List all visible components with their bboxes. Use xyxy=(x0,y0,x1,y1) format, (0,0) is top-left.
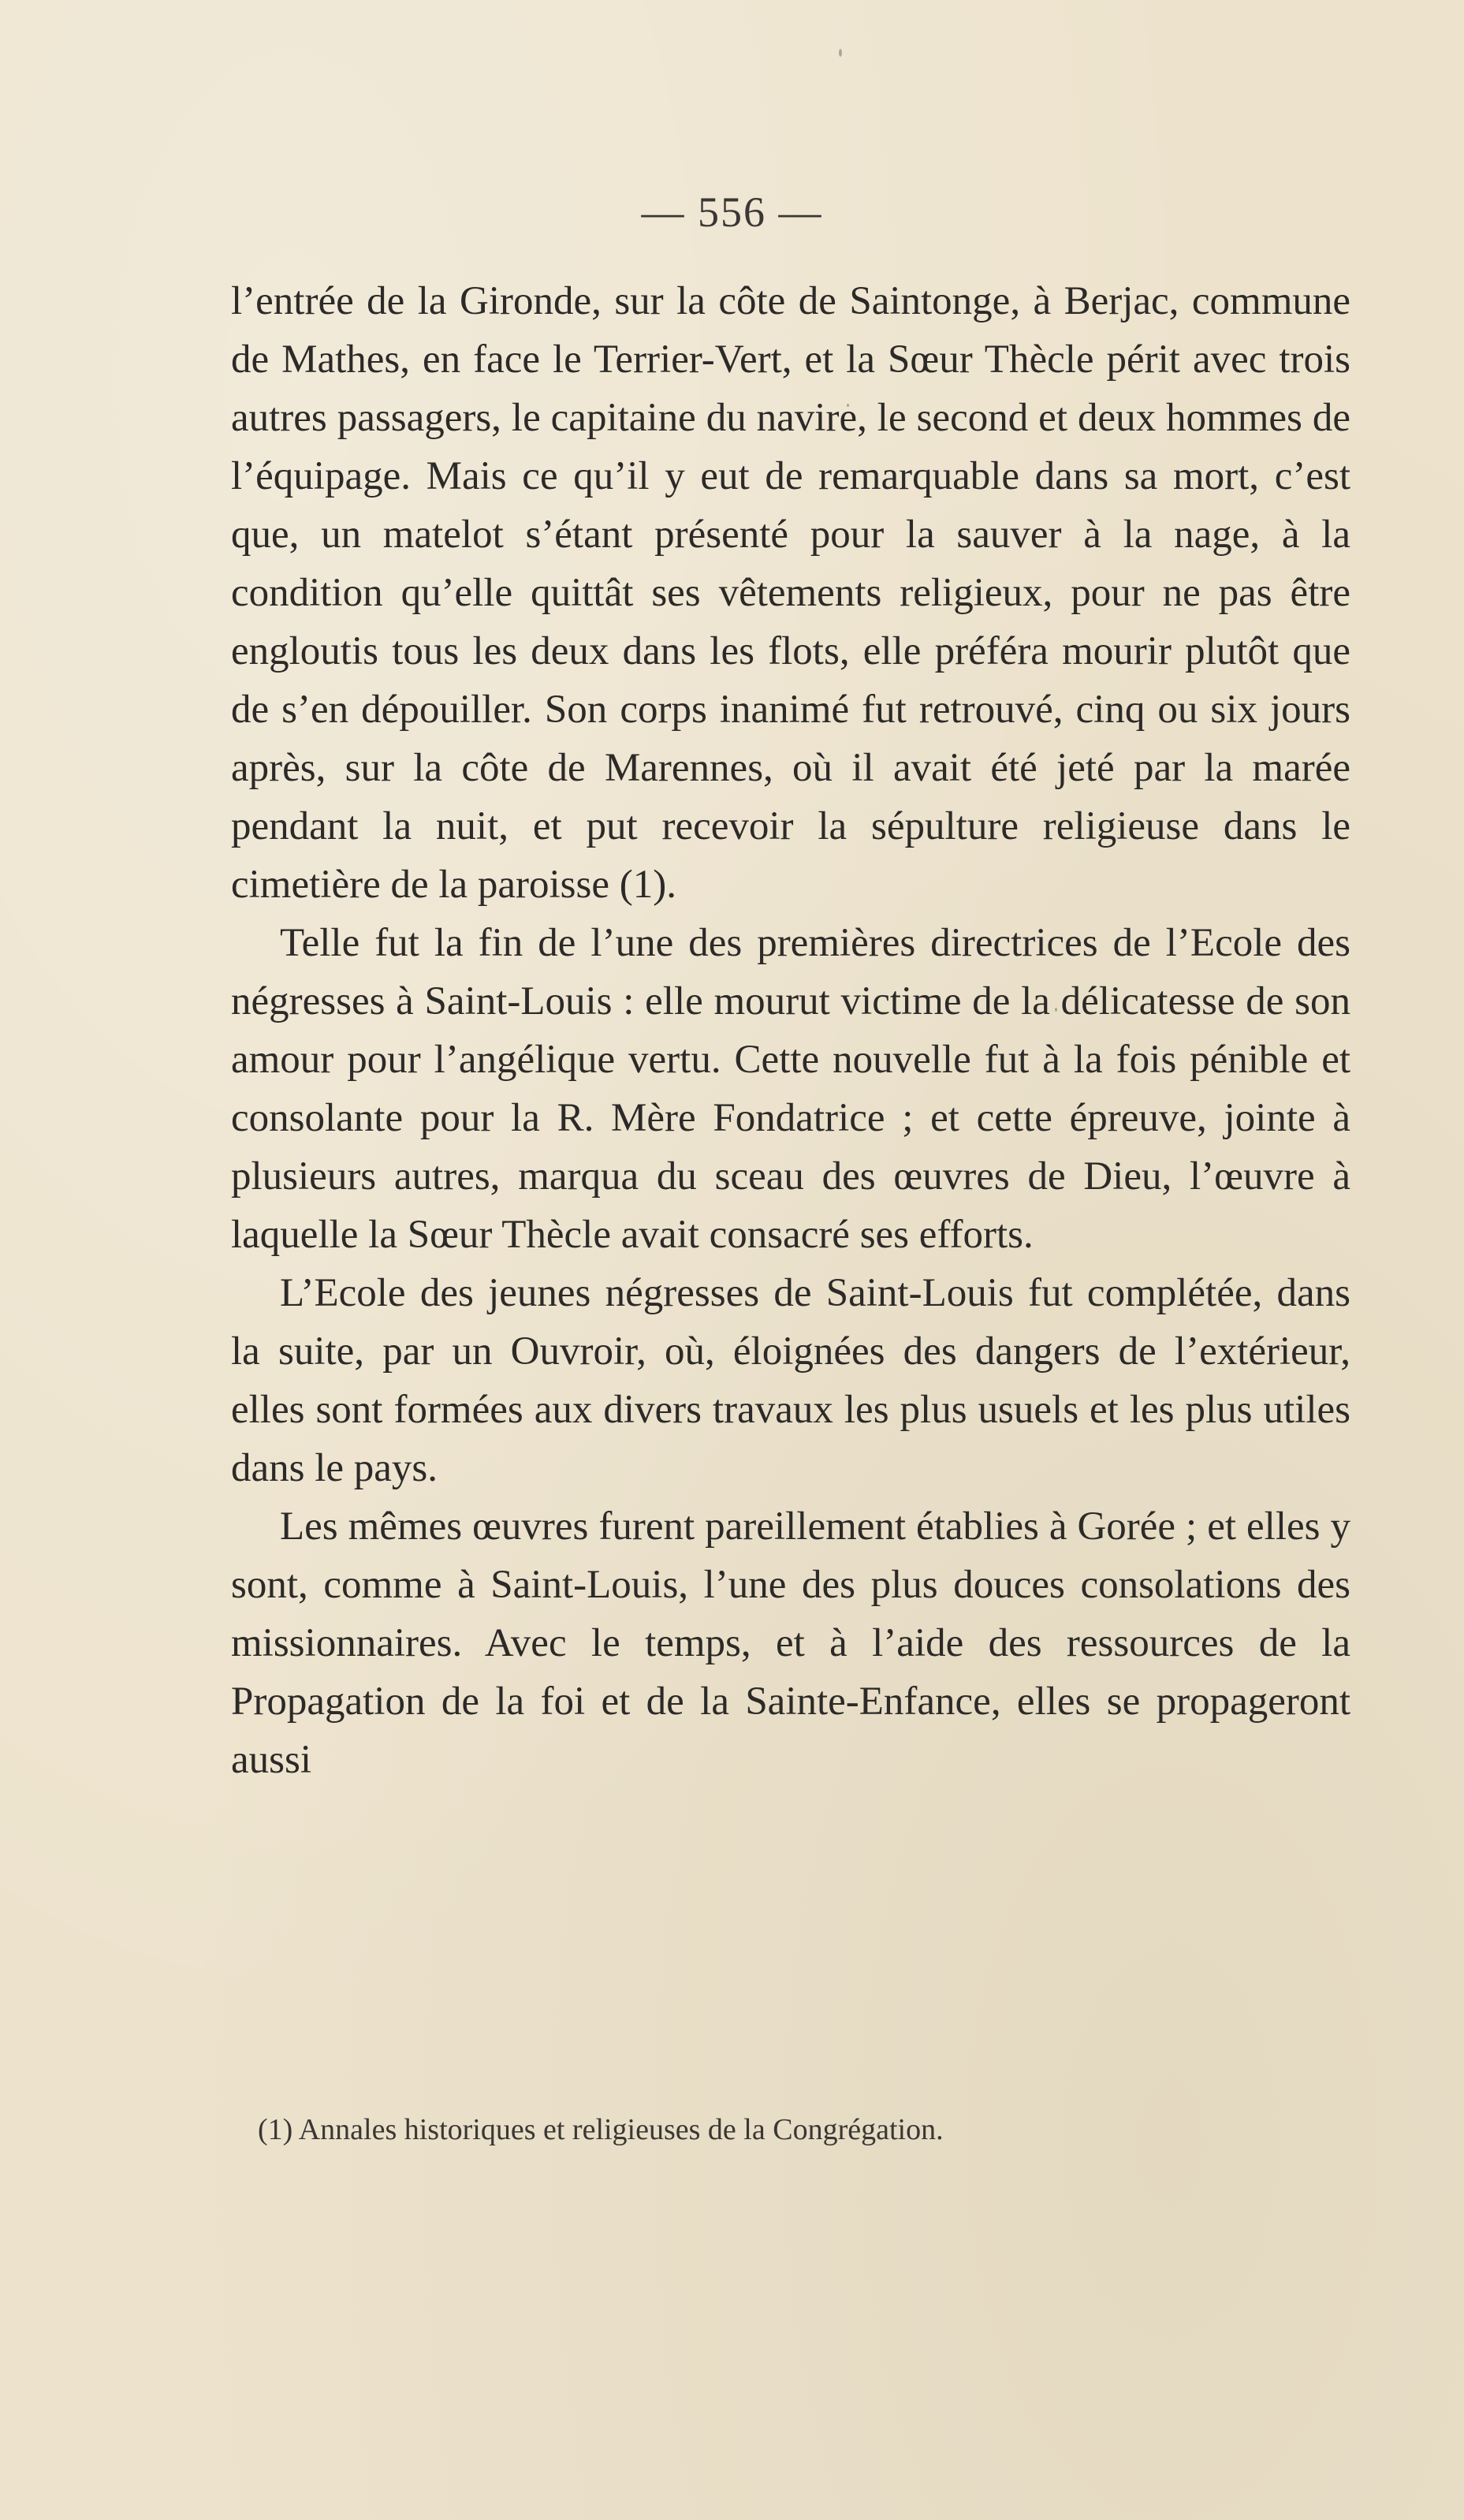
paragraph: Les mêmes œuvres furent pareillement établies à Gorée ; et elles y sont, comme à Saint-Louis, l’une des plus douces consolations des missionnaires. Avec le temps, et à l’aide des ressources de la Propagation de la foi et de la Sainte-Enfance, elles se propageront aussi xyxy=(231,1504,1350,1782)
ink-speck xyxy=(839,49,842,57)
page-number: — 556 — xyxy=(641,188,823,236)
footnote: (1) Annales historiques et religieuses de la Congrégation. xyxy=(258,2113,944,2146)
paragraph: Telle fut la fin de l’une des premières directrices de l’Ecole des négresses à Saint-Louis : elle mourut victime de la délicatesse de son amour pour l’angélique vertu. Cette nouvelle fut à la fois pénible et consolante pour la R. Mère Fondatrice ; et cette épreuve, jointe à plusieurs autres, marqua du sceau des œuvres de Dieu, l’œuvre à laquelle la Sœur Thècle avait consacré ses efforts. xyxy=(231,921,1350,1257)
paragraph: L’Ecole des jeunes négresses de Saint-Louis fut complétée, dans la suite, par un Ouvroir, où, éloignées des dangers de l’extérieur, elles sont formées aux divers travaux les plus usuels et les plus utiles dans le pays. xyxy=(231,1271,1350,1490)
body-text xyxy=(231,272,1350,1789)
paragraph: l’entrée de la Gironde, sur la côte de Saintonge, à Berjac, commune de Mathes, en face le Terrier-Vert, et la Sœur Thècle périt avec trois autres passagers, le capitaine du navire, le second et deux hommes de l’équipage. Mais ce qu’il y eut de remarquable dans sa mort, c’est que, un matelot s’étant présenté pour la sauver à la nage, à la condition qu’elle quittât ses vêtements religieux, pour ne pas être engloutis tous les deux dans les flots, elle préféra mourir plutôt que de s’en dépouiller. Son corps inanimé fut retrouvé, cinq ou six jours après, sur la côte de Marennes, où il avait été jeté par la marée pendant la nuit, et put recevoir la sépulture religieuse dans le cimetière de la paroisse (1). xyxy=(231,279,1350,907)
